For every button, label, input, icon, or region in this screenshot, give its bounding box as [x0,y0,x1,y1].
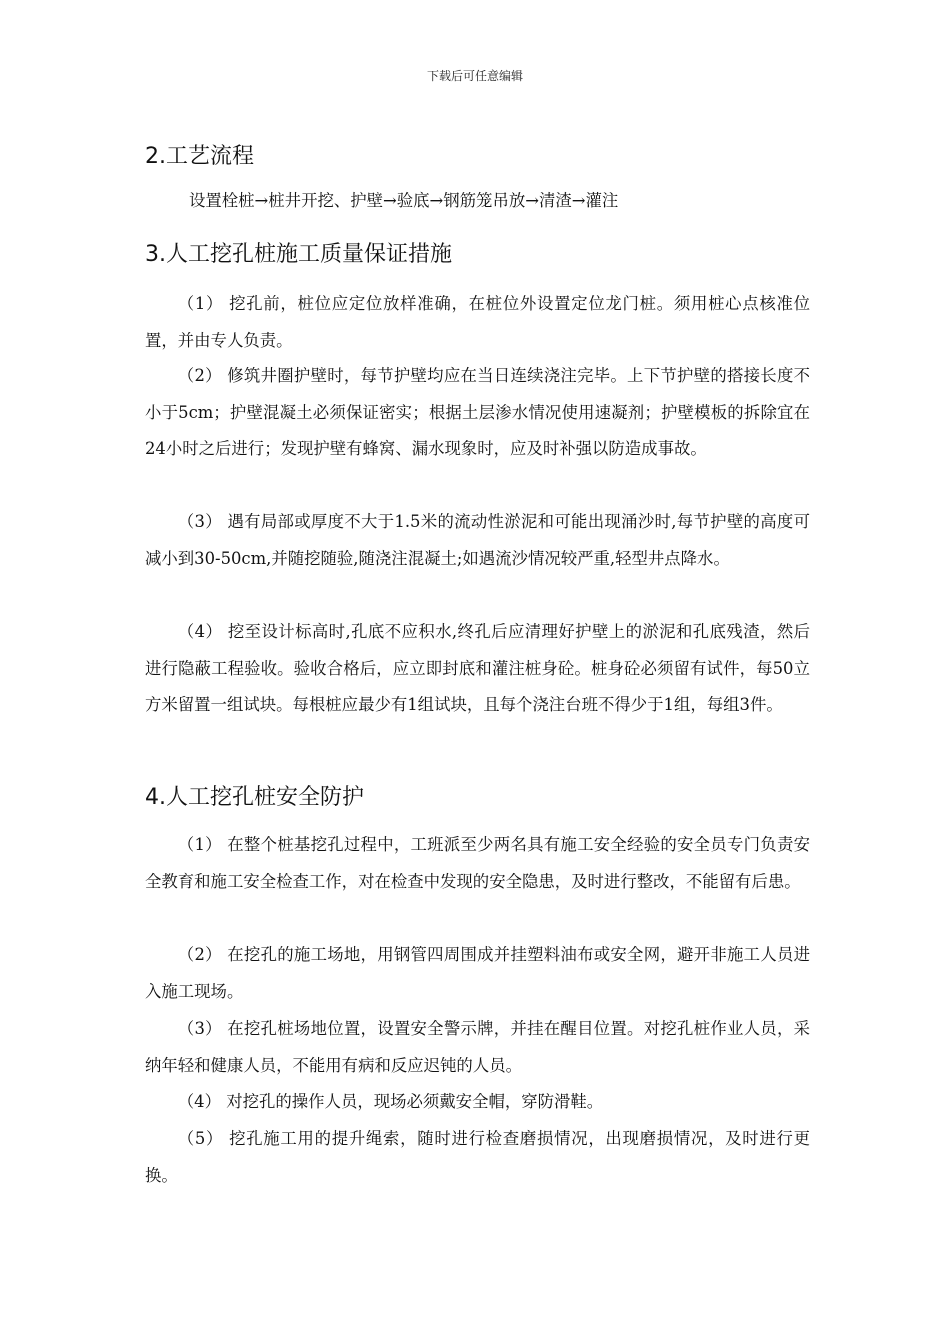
quality-paragraph-1: （1） 挖孔前，桩位应定位放样准确，在桩位外设置定位龙门桩。须用桩心点核准位置，并由专人负责。 [145,294,810,350]
safety-paragraph-2: （2） 在挖孔的施工场地，用钢管四周围成并挂塑料油布或安全网，避开非施工人员进入施工现场。 [145,945,810,1001]
quality-paragraph-4: （4） 挖至设计标高时,孔底不应积水,终孔后应清理好护壁上的淤泥和孔底残渣，然后进行隐蔽工程验收。验收合格后，应立即封底和灌注桩身砼。桩身砼必须留有试件，每50立方米留置一组试块。每根桩应最少有1组试块，且每个浇注台班不得少于1组，每组3件。 [145,622,810,715]
quality-paragraph-3: （3） 遇有局部或厚度不大于1.5米的流动性淤泥和可能出现涌沙时,每节护壁的高度可减小到30-50cm,并随挖随验,随浇注混凝土;如遇流沙情况较严重,轻型井点降水。 [145,512,810,568]
page-header: 下载后可任意编辑 [426,69,523,83]
safety-paragraph-1: （1） 在整个桩基挖孔过程中，工班派至少两名具有施工安全经验的安全员专门负责安全教育和施工安全检查工作，对在检查中发现的安全隐患，及时进行整改，不能留有后患。 [145,835,810,891]
process-flow: 设置栓桩→桩井开挖、护壁→验底→钢筋笼吊放→清渣→灌注 [189,191,619,210]
section-heading-safety: 4.人工挖孔桩安全防护 [145,785,364,810]
section-heading-process: 2.工艺流程 [145,144,254,169]
safety-paragraph-4: （4） 对挖孔的操作人员，现场必须戴安全帽，穿防滑鞋。 [177,1092,604,1111]
safety-paragraph-3: （3） 在挖孔桩场地位置，设置安全警示牌，并挂在醒目位置。对挖孔桩作业人员，采纳年轻和健康人员，不能用有病和反应迟钝的人员。 [145,1019,810,1075]
safety-paragraph-5: （5） 挖孔施工用的提升绳索，随时进行检查磨损情况，出现磨损情况，及时进行更换。 [145,1129,810,1185]
quality-paragraph-2: （2） 修筑井圈护壁时，每节护壁均应在当日连续浇注完毕。上下节护壁的搭接长度不小于5cm；护壁混凝土必须保证密实；根据土层渗水情况使用速凝剂；护壁模板的拆除宜在24小时之后进行；发现护壁有蜂窝、漏水现象时，应及时补强以防造成事故。 [145,366,810,459]
section-heading-quality: 3.人工挖孔桩施工质量保证措施 [145,242,452,267]
